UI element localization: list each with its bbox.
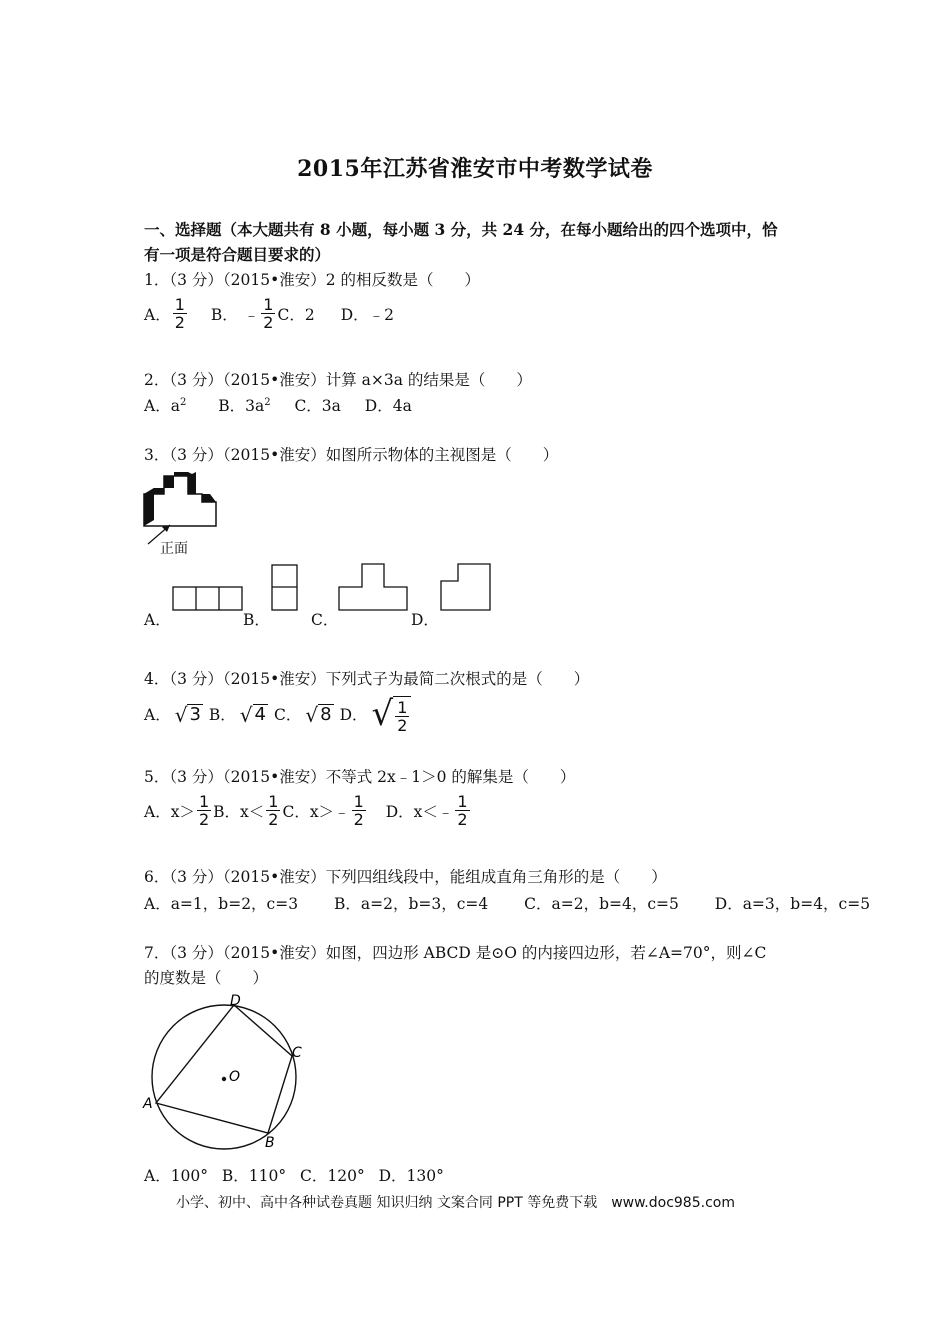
question-4-options (144, 694, 415, 734)
question-7-options (144, 1164, 444, 1186)
question-2-options (144, 394, 412, 416)
q5-b-denominator: 2 (268, 810, 279, 829)
q5-option-b-fraction (266, 793, 280, 828)
q4-d-numerator: 1 (397, 698, 408, 717)
q4-a-radicand: 3 (189, 703, 201, 725)
question-1-stem: 1．（3 分）（2015•淮安）2 的相反数是（ ） (144, 271, 481, 289)
q6-option-c: C．a=2，b=4，c=5 (524, 895, 679, 913)
q7-option-b: B．110° (221, 1167, 287, 1185)
q7-circle-figure (140, 990, 310, 1156)
q4-option-a-sqrt: √ 3 (174, 702, 201, 727)
q1-option-a-label: A． (144, 305, 171, 324)
q5-c-denominator: 2 (353, 810, 364, 829)
q1-option-d: D．﹣2 (340, 305, 395, 324)
q5-option-a-label: A．x＞ (144, 802, 195, 821)
q5-option-d-fraction (455, 793, 469, 828)
q4-b-radicand: 4 (254, 703, 266, 725)
q5-d-denominator: 2 (457, 810, 468, 829)
q7-option-a: A．100° (144, 1167, 209, 1185)
q1-option-b-sign: ﹣ (243, 305, 260, 324)
q5-a-numerator: 1 (198, 792, 210, 811)
q1-b-numerator: 1 (263, 295, 274, 314)
question-1-options (144, 296, 394, 331)
q5-option-c-fraction (352, 793, 366, 828)
q2-b-exponent: 2 (264, 396, 271, 408)
q3-option-b-label: B． (243, 611, 270, 629)
q5-d-numerator: 1 (457, 792, 468, 811)
q4-c-radicand: 8 (320, 703, 332, 725)
q7-option-d: D．130° (378, 1167, 444, 1185)
q7-label-b: B (265, 1135, 275, 1151)
question-3-stem: 3．（3 分）（2015•淮安）如图所示物体的主视图是（ ） (144, 446, 559, 464)
q1-option-b-label: B． (210, 305, 238, 324)
q5-b-numerator: 1 (268, 792, 279, 811)
question-7-stem-line1: 7．（3 分）（2015•淮安）如图，四边形 ABCD 是⊙O 的内接四边形，若∠A=70°，则∠C (144, 944, 767, 962)
q7-label-a: A (143, 1096, 153, 1112)
q1-a-denominator: 2 (174, 313, 185, 332)
q1-a-numerator: 1 (174, 295, 185, 314)
q2-option-b: B．3a (218, 397, 265, 415)
q2-option-d: D．4a (364, 397, 412, 415)
q4-option-a-label: A． (144, 706, 171, 724)
q3-option-c-label: C． (311, 611, 339, 629)
q3-option-d-label: D． (411, 611, 439, 629)
q7-label-c: C (292, 1045, 302, 1061)
q2-option-a: A．a (144, 397, 180, 415)
q6-option-b: B．a=2，b=3，c=4 (333, 895, 489, 913)
q4-option-c-sqrt: √ 8 (305, 702, 332, 727)
question-5-options (144, 793, 472, 828)
section-heading-line1: 一、选择题（本大题共有 8 小题，每小题 3 分，共 24 分，在每小题给出的四个选项中，恰 (144, 220, 778, 239)
q4-option-c-label: C． (274, 706, 302, 724)
question-6-stem: 6．（3 分）（2015•淮安）下列四组线段中，能组成直角三角形的是（ ） (144, 868, 667, 886)
q2-option-c: C．3a (294, 397, 341, 415)
question-7-stem-line2: 的度数是（ ） (144, 969, 269, 987)
q7-label-o: O (229, 1069, 241, 1085)
q6-option-d: D．a=3，b=4，c=5 (714, 895, 871, 913)
q2-a-exponent: 2 (179, 396, 187, 408)
q3-option-d-figure (440, 563, 494, 617)
q7-label-d: D (230, 993, 241, 1009)
q1-option-b-fraction (261, 296, 275, 331)
q3-option-b-figure (271, 564, 299, 616)
q5-option-c-label: C．x＞﹣ (282, 802, 350, 821)
q5-option-d-label: D．x＜﹣ (385, 802, 454, 821)
q3-option-a-label: A． (144, 611, 171, 629)
q6-option-a: A．a=1，b=2，c=3 (144, 895, 299, 913)
q4-option-d-sqrt: √ $\frac{1}{2}$ (372, 694, 412, 734)
q5-option-b-label: B．x＜ (213, 802, 265, 821)
q5-c-numerator: 1 (353, 792, 364, 811)
q3-option-c-figure (338, 563, 410, 617)
q4-option-b-label: B． (208, 706, 236, 724)
q4-option-d-label: D． (339, 706, 368, 724)
q7-option-c: C．120° (300, 1167, 365, 1185)
q4-option-b-sqrt: √ 4 (239, 702, 266, 727)
q1-option-a-fraction (173, 296, 187, 331)
question-2-stem: 2．（3 分）（2015•淮安）计算 a×3a 的结果是（ ） (144, 371, 532, 389)
q4-d-denominator: 2 (397, 716, 408, 735)
q1-b-denominator: 2 (263, 313, 274, 332)
q3-option-a-figure (172, 586, 244, 616)
q3-front-label: 正面 (160, 541, 188, 557)
q1-option-c: C．2 (277, 305, 315, 324)
q5-a-denominator: 2 (198, 810, 210, 829)
section-heading-line2: 有一项是符合题目要求的） (144, 245, 331, 264)
q4-d-fraction (395, 699, 409, 734)
question-4-stem: 4．（3 分）（2015•淮安）下列式子为最简二次根式的是（ ） (144, 670, 590, 688)
question-5-stem: 5．（3 分）（2015•淮安）不等式 2x﹣1＞0 的解集是（ ） (144, 768, 576, 786)
footer-watermark: 小学、初中、高中各种试卷真题 知识归纳 文案合同 PPT 等免费下载 www.doc985.com (176, 1195, 735, 1211)
question-6-options (144, 892, 870, 914)
page-title: 2015年江苏省淮安市中考数学试卷 (297, 156, 653, 182)
q7-center-point (222, 1077, 226, 1081)
q7-quadrilateral (156, 1005, 292, 1133)
q5-option-a-fraction (197, 793, 211, 828)
